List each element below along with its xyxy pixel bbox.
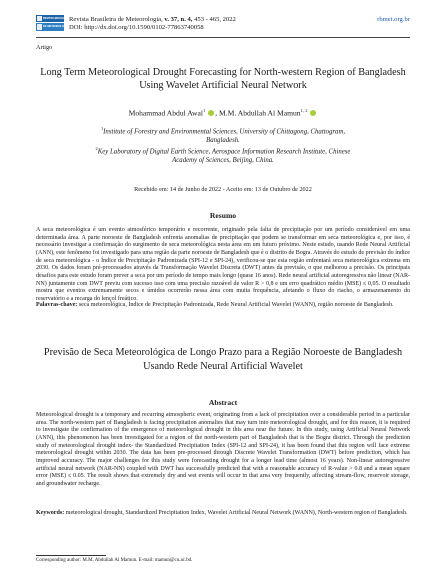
affiliation-2: $^2$Key Laboratory of Digital Earth Science, Aerospace Information Research Institute, Chinese Academy of Sciences, Beijing, China. [95, 146, 351, 164]
volume-info: v. 37, n. 4, [164, 16, 193, 23]
title-english: Long Term Meteorological Drought Forecasting for North-western Region of Bangladesh Using Wavelet Artificial Neural Network [40, 67, 406, 92]
journal-logo [36, 15, 71, 31]
palavras-chave [36, 302, 410, 310]
page-range: 453 - 465, 2022 [194, 16, 236, 23]
journal-citation [69, 16, 236, 32]
keywords-en: meteorological drought, Standardized Precipitation Index, Wavelet Artificial Neural Network (WANN), North-western region of Bangladesh. [65, 510, 408, 516]
logo-text-line1: REVISTA BRASILEIRA [43, 16, 71, 20]
page-header [36, 12, 410, 36]
orcid-icon[interactable] [310, 110, 316, 116]
doi-link[interactable]: DOI: http://dx.doi.org/10.1590/0102-77863740058 [69, 24, 204, 31]
keywords-pt: seca meteorológica, Índice de Precipitação Padronizada, Rede Neural Artificial Wavelet (WANN), região noroeste de Bangladesh. [78, 302, 394, 308]
footnote-divider [36, 555, 106, 556]
received-accepted-dates: Recebido em: 14 de Junho de 2022 - Aceito em: 13 de Outubro de 2022 [134, 186, 312, 193]
keywords-label-pt: Palavras-chave: [36, 302, 78, 308]
logo-text-line2: DE METEOROLOGIA [43, 25, 69, 28]
header-divider [36, 37, 410, 38]
resumo-heading: Resumo [209, 211, 237, 220]
journal-name: Revista Brasileira de Meteorologia, [69, 16, 163, 23]
resumo-text: A seca meteorológica é um evento atmosférico temporário e recorrente, originado pela falta de precipitação por um período considerável em uma determinada área. A parte noroeste de Bangladesh enfrenta anomalias de precipitação que podem se transformar em seca meteorológica e, por isso, é necessário investigar a confirmação do surgimento de seca meteorológica nesta área em um futuro próximo. Neste estudo, usando Rede Neural Artificial (ANN), este fenômeno foi investigado para uma região da parte noroeste de Bangladesh que é o distrito de Bogra. Através do estudo de previsão do índice de seca meteorológica - o Índice de Precipitação Padronizada (SPI-12 e SPI-24), verificou-se que esta região enfrentará seca meteorológica extrema em 2030. Os dados foram pré-processados através da Transformação Wavelet Discreta (DWT) antes da previsão, o que melhorou a precisão. Os principais desafios para este estudo foram prever a seca por um período de tempo mais longo (quase 16 anos). Rede neural artificial autoregressiva não linear (NAR-NN) juntamente com DWT previu com sucesso isso com uma precisão razoável de valor R > 0,8 e um erro quadrático médio (MSE) ≤ 0,05. O resultado mostra que eventos extremamente secos e úmidos ocorrerão nessa área com muita frequência, afetando o fluxo do riacho, o armazenamento do reservatório e a recarga do lençol freático. [36, 227, 410, 302]
journal-url-link[interactable]: rbmet.org.br [377, 16, 410, 23]
author-separator: , M.M. Abdullah Al Mamun [215, 108, 301, 118]
corresponding-author-footnote: Corresponding author: M.M. Abdullah Al Mamun. E-mail: mamun@cu.ac.bd. [36, 558, 193, 563]
abstract-text: Meteorological drought is a temporary and recurring atmospheric event, originating from a lack of precipitation over a considerable period in a particular area. The north-western part of Bangladesh is facing precipitation anomalies that may turn into meteorological drought, and for this reason, it is required to investigate the confirmation of the emergence of meteorological drought in this area near the future. In this study, using Artificial Neural Network (ANN), this phenomenon has been investigated for a region of the north-western part of Bangladesh that is the Bogra district. Through the prediction study of meteorological drought index- the Standardized Precipitation Index (SPI-12 and SPI-24), it has been found that this region will face extreme meteorological drought within 2030. The data has been pre-processed through Discrete Wavelet Transformation (DWT) before prediction, which has improved accuracy. The major challenges for this study were forecasting drought for a longer lead time (almost 16 years). Non-linear autoregressive artificial neural network (NAR-NN) coupled with DWT has successfully predicted that with a reasonable accuracy of R-value > 0.8 and a mean square error (MSE) ≤ 0.05. The result shows that extremely dry and wet events will occur in that area very frequently, affecting stream-flow, reservoir storage, and groundwater recharge. [36, 412, 410, 487]
keywords [36, 510, 410, 518]
keywords-label-en: Keywords: [36, 510, 65, 516]
section-label: Artigo [36, 44, 53, 51]
orcid-icon[interactable] [208, 110, 214, 116]
author-2-sup: 1, 2 [300, 108, 308, 113]
author-1-sup: 1 [202, 108, 206, 113]
author-line [36, 108, 410, 118]
author-1: Mohammad Abdul Awal [128, 108, 203, 118]
abstract-heading: Abstract [208, 398, 238, 407]
title-portuguese: Previsão de Seca Meteorológica de Longo Prazo para a Região Noroeste de Bangladesh Usando Rede Neural Artificial Wavelet [43, 347, 403, 372]
affiliation-1: $^1$Institute of Forestry and Environmental Sciences, University of Chittagong, Chattogram, Bangladesh. [100, 126, 346, 144]
